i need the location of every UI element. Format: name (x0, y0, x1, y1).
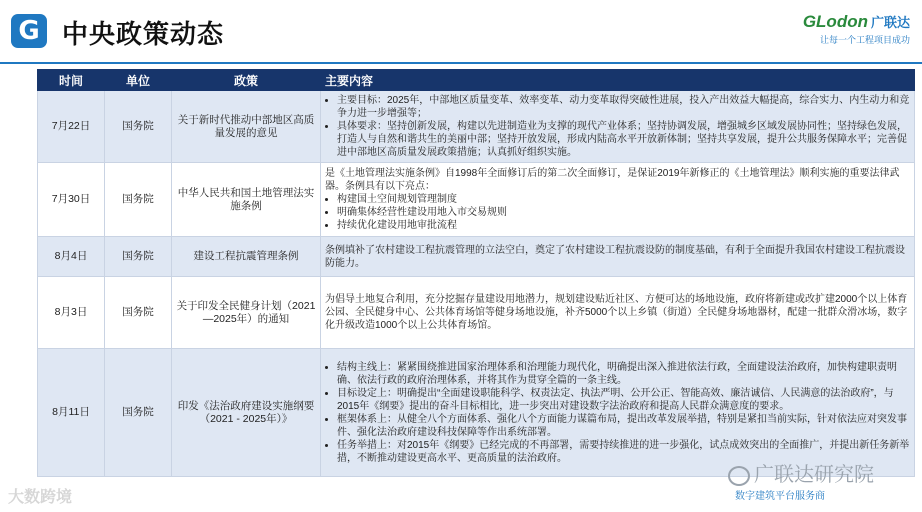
content-point: • 具体要求：坚持创新发展，构建以先进制造业为支撑的现代产业体系；坚持协调发展，增强城乡区域发展协同性；坚持绿色发展，打造人与自然和谐共生的美丽中部；坚持开放发展，形成内陆高水平开放新体制；坚持共享发展，提升公共服务保障水平；完善促进中部地区高质量发展政策措施；认真抓好组织实施。 (337, 120, 910, 159)
row-policy: 中华人民共和国土地管理法实施条例 (172, 163, 321, 237)
content-point: • 主要目标：2025年，中部地区质量变革、效率变革、动力变革取得突破性进展，投入产出效益大幅提高，综合实力、内生动力和竞争力进一步增强等； (337, 94, 910, 120)
row-unit: 国务院 (105, 91, 172, 163)
row-policy: 关于新时代推动中部地区高质量发展的意见 (172, 91, 321, 163)
row-content (321, 163, 915, 237)
column-header-unit: 单位 (105, 70, 172, 91)
brand-name-cn: 广联达 (870, 15, 910, 30)
row-unit: 国务院 (105, 163, 172, 237)
row-policy: 建设工程抗震管理条例 (172, 237, 321, 277)
row-date: 7月30日 (38, 163, 105, 237)
column-header-date: 时间 (38, 70, 105, 91)
watermark-text: 大数跨境 (8, 489, 73, 506)
content-point: • 明确集体经营性建设用地入市交易规则 (337, 206, 910, 219)
table-row (38, 277, 915, 349)
content-point: • 框架体系上：从健全八个方面体系、强化八个方面能力谋篇布局，提出改革发展举措，特别是紧扣当前实际，针对依法应对突发事件、强化法治政府建设科技保障等作出系统部署。 (337, 413, 910, 439)
brand-slogan: 让每一个工程项目成功 (819, 35, 910, 45)
row-unit: 国务院 (105, 237, 172, 277)
content-intro: 是《土地管理法实施条例》自1998年全面修订后的第二次全面修订，是保证2019年新修正的《土地管理法》顺利实施的重要法律武器。条例具有以下亮点： (325, 168, 900, 192)
table-header-row (38, 70, 915, 91)
table-row (38, 237, 915, 277)
brand-name-en: GLodon (802, 12, 868, 31)
row-policy: 关于印发全民健身计划（2021—2025年）的通知 (172, 277, 321, 349)
content-point: • 构建国土空间规划管理制度 (337, 193, 910, 206)
row-date: 8月3日 (38, 277, 105, 349)
content-point: • 目标设定上：明确提出“全面建设职能科学、权责法定、执法严明、公开公正、智能高效、廉洁诚信、人民满意的法治政府”，与2015年《纲要》提出的奋斗目标相比，进一步突出对建设数字法治政府和提高人民群众满意度的要求。 (337, 387, 910, 413)
content-point: • 任务举措上：对2015年《纲要》已经完成的不再部署，需要持续推进的进一步强化，试点成效突出的全面推广，并提出新任务新举措，不断推动建设更高水平、更高质量的法治政府。 (337, 439, 910, 465)
row-date: 8月4日 (38, 237, 105, 277)
column-header-policy: 政策 (172, 70, 321, 91)
brand-logo (803, 12, 910, 46)
table-row (38, 91, 915, 163)
column-header-content: 主要内容 (321, 70, 915, 91)
wechat-account (728, 458, 874, 487)
content-point: • 结构主线上：紧紧围绕推进国家治理体系和治理能力现代化，明确提出深入推进依法行政，全面建设法治政府，加快构建职责明确、依法行政的政府治理体系，并将其作为贯穿全篇的一条主线。 (337, 361, 910, 387)
page-title: 中央政策动态 (62, 19, 225, 49)
row-content: 为倡导土地复合利用，充分挖掘存量建设用地潜力，规划建设贴近社区、方便可达的场地设施，政府将新建或改扩建2000个以上体育公园、全民健身中心、公共体育场馆等健身场地设施，补齐5000个以上乡镇（街道）全民健身场地器材，配建一批群众滑冰场，数字化升级改造1000个以上公共体育场馆。 (321, 277, 915, 349)
wechat-icon (728, 466, 750, 486)
content-point: • 持续优化建设用地审批流程 (337, 219, 910, 232)
row-unit: 国务院 (105, 277, 172, 349)
footer-tagline: 数字建筑平台服务商 (735, 491, 825, 502)
row-policy: 印发《法治政府建设实施纲要（2021 - 2025年）》 (172, 349, 321, 477)
header-divider (0, 62, 922, 64)
table-row (38, 163, 915, 237)
row-date: 8月11日 (38, 349, 105, 477)
header (0, 0, 922, 62)
brand-name (803, 12, 910, 32)
row-date: 7月22日 (38, 91, 105, 163)
app-logo-icon: G (11, 14, 47, 48)
row-unit: 国务院 (105, 349, 172, 477)
row-content: 条例填补了农村建设工程抗震管理的立法空白，奠定了农村建设工程抗震设防的制度基础，有利于全面提升我国农村建设工程抗震设防能力。 (321, 237, 915, 277)
policy-table (37, 69, 915, 477)
row-content (321, 91, 915, 163)
wechat-account-name: 广联达研究院 (754, 464, 874, 486)
